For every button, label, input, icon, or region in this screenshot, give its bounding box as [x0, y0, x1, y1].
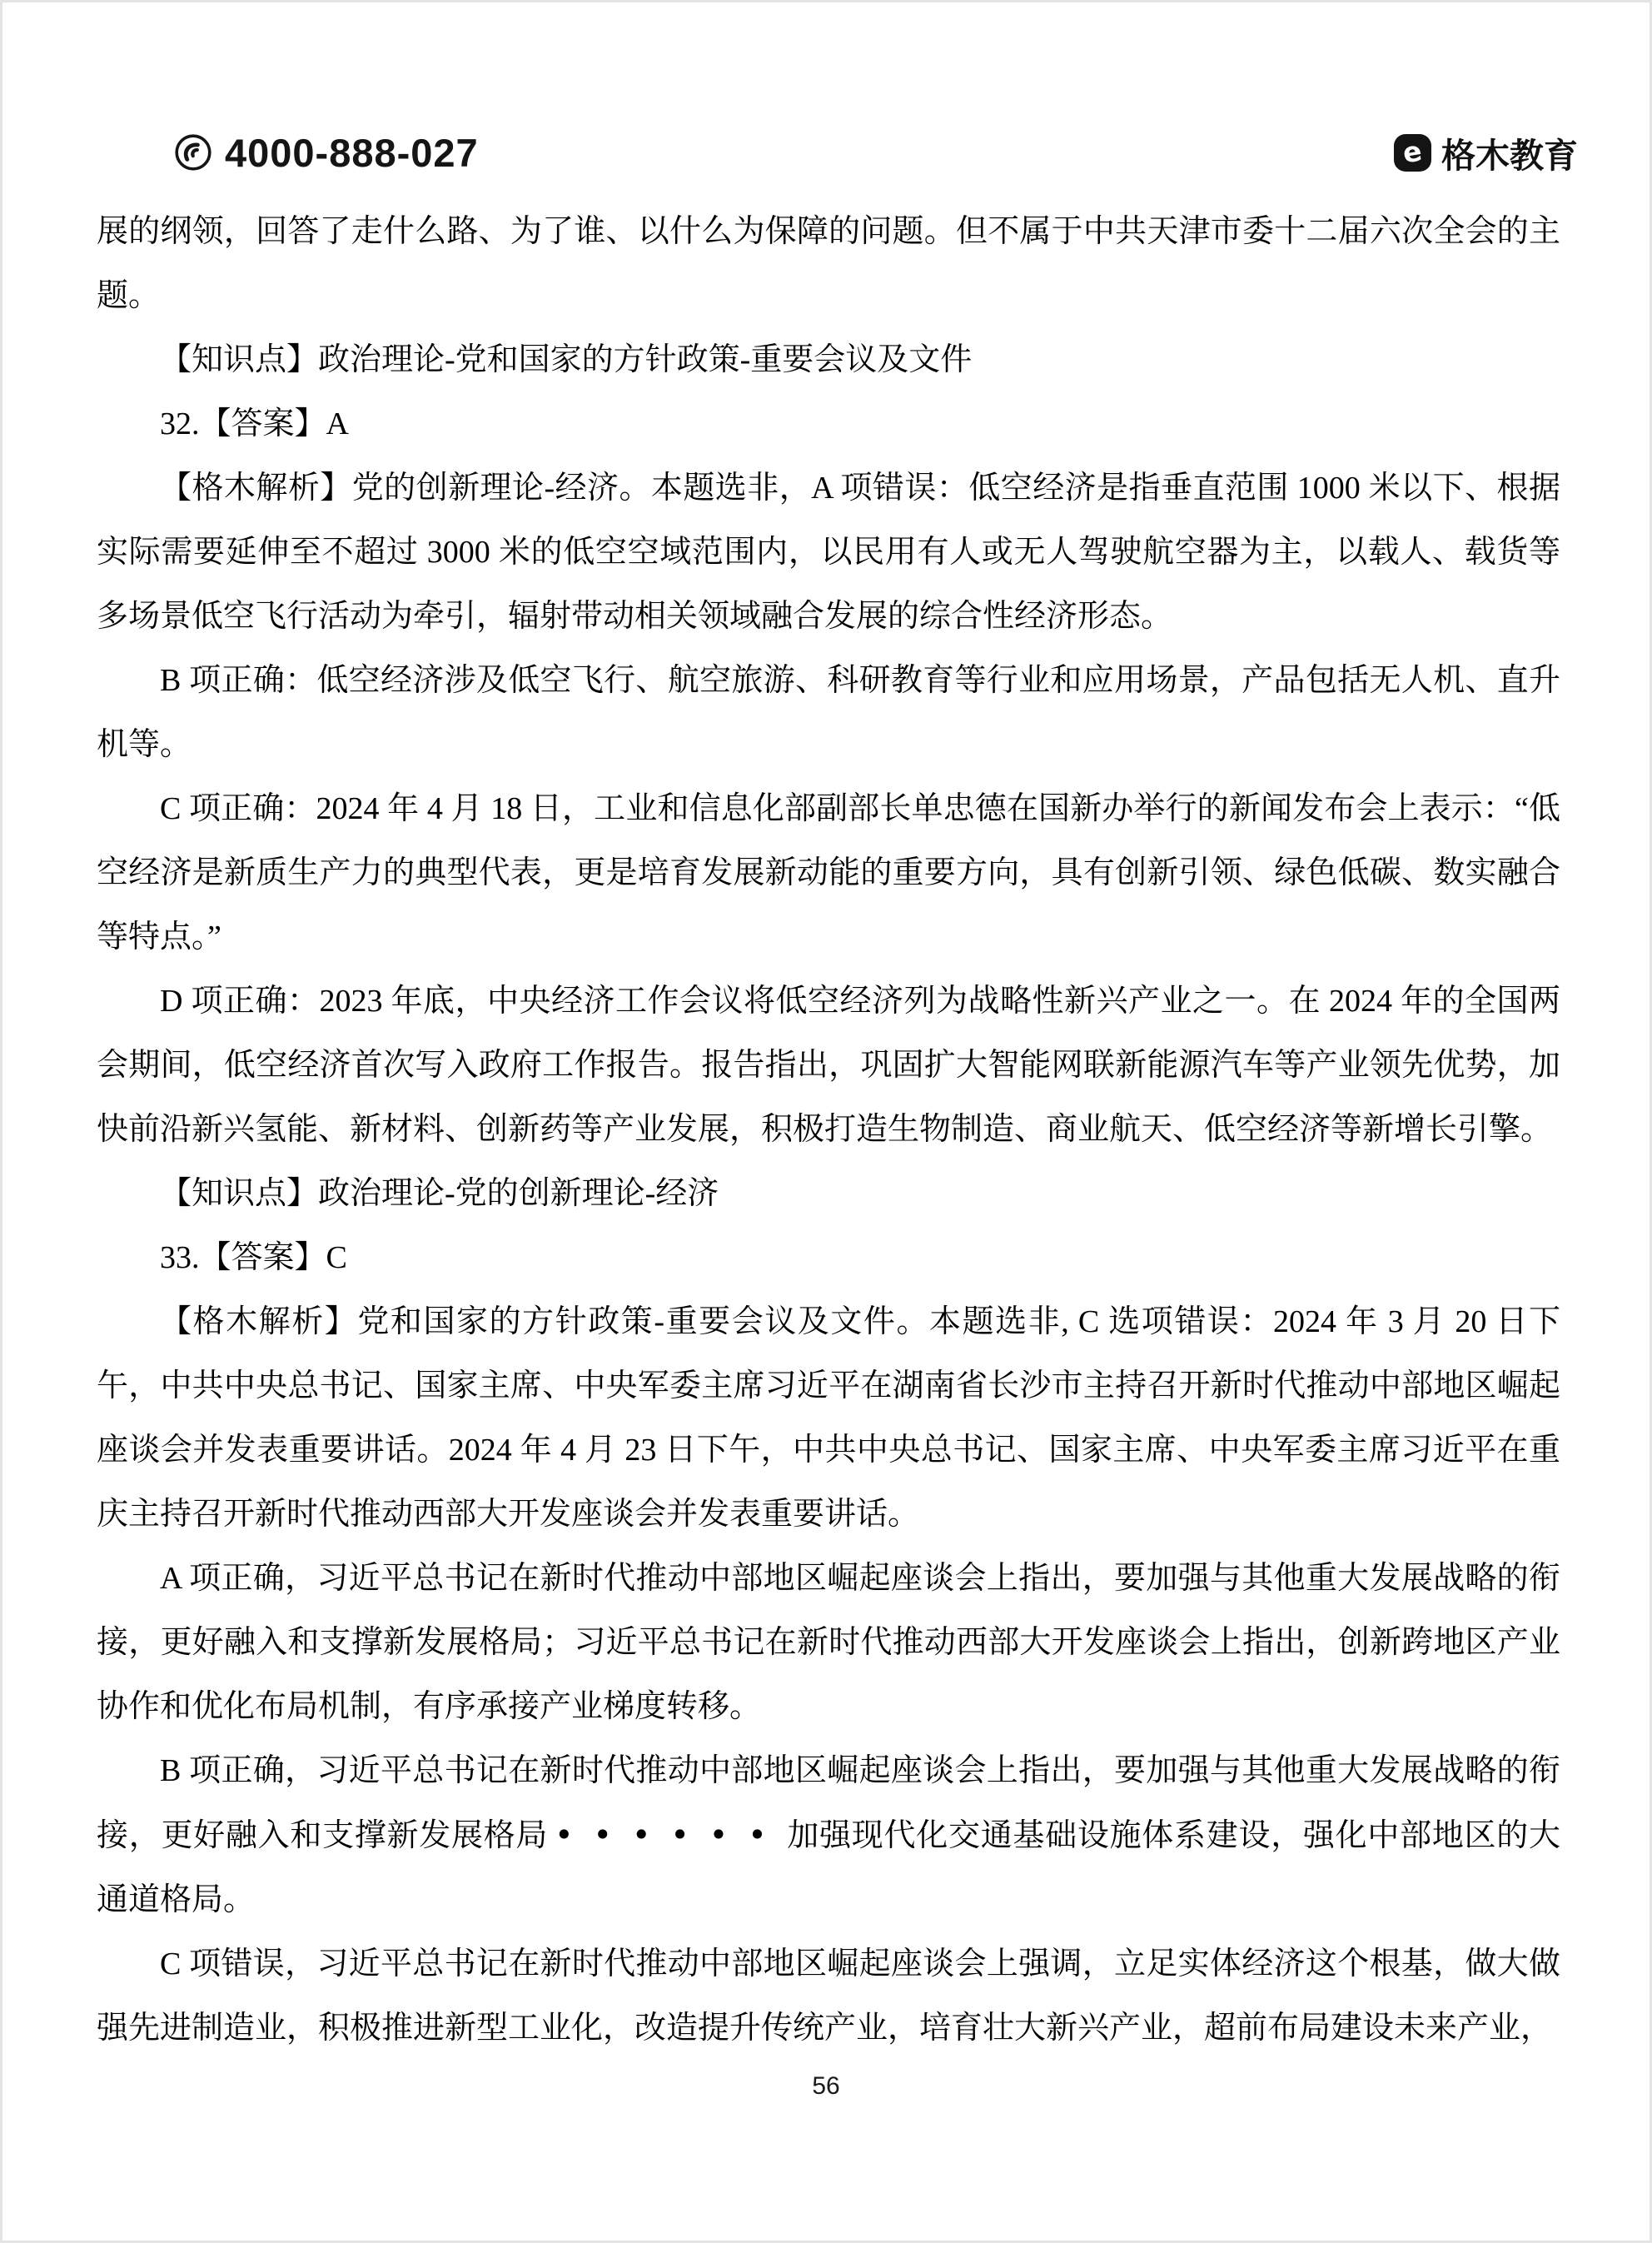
option-d-32: D 项正确：2023 年底，中央经济工作会议将低空经济列为战略性新兴产业之一。在 2024 年的全国两会期间，低空经济首次写入政府工作报告。报告指出，巩固扩大智能网联新能源汽车等产业领先优势，加快前沿新兴氢能、新材料、创新药等产业发展，积极打造生物制造、商业航天、低空经济等新增长引擎。 [97, 984, 1560, 1147]
phone-number: 4000-888-027 [225, 130, 479, 175]
page-number: 56 [812, 2072, 840, 2100]
option-b-33-text: B 项正确，习近平总书记在新时代推动中部地区崛起座谈会上指出，要加强与其他重大发展战略的衔接，更好融入和支撑新发展格局 [97, 1753, 1560, 1853]
option-c-33: C 项错误，习近平总书记在新时代推动中部地区崛起座谈会上强调，立足实体经济这个根基，做大做强先进制造业，积极推进新型工业化，改造提升传统产业，培育壮大新兴产业，超前布局建设未来产业， [97, 1946, 1560, 2046]
ellipsis-dots: •••••• [555, 1817, 787, 1853]
document-body [97, 200, 1560, 2061]
brand-name: 格木教育 [1441, 136, 1578, 175]
knowledge-point-31: 【知识点】政治理论-党和国家的方针政策-重要会议及文件 [160, 342, 973, 377]
option-b-33-text-cont: 加强现代化交通基础设施体系建设，强化中部地区的大通道格局。 [97, 1818, 1560, 1917]
knowledge-point-32: 【知识点】政治理论-党的创新理论-经济 [160, 1176, 719, 1211]
contact-phone [173, 130, 479, 176]
option-a-33: A 项正确，习近平总书记在新时代推动中部地区崛起座谈会上指出，要加强与其他重大发展战略的衔接，更好融入和支撑新发展格局；习近平总书记在新时代推动西部大开发座谈会上指出，创新跨地区产业协作和优化布局机制，有序承接产业梯度转移。 [97, 1561, 1560, 1724]
continuation-paragraph: 展的纲领，回答了走什么路、为了谁、以什么为保障的问题。但不属于中共天津市委十二届六次全会的主题。 [97, 214, 1560, 313]
page-footer [2, 2072, 1650, 2101]
option-b-32: B 项正确：低空经济涉及低空飞行、航空旅游、科研教育等行业和应用场景，产品包括无人机、直升机等。 [97, 663, 1560, 762]
analysis-32: 【格木解析】党的创新理论-经济。本题选非，A 项错误：低空经济是指垂直范围 1000 米以下、根据实际需要延伸至不超过 3000 米的低空空域范围内，以民用有人或无人驾驶航空器为主，以载人、载货等多场景低空飞行活动为牵引，辐射带动相关领域融合发展的综合性经济形态。 [97, 471, 1560, 634]
analysis-33: 【格木解析】党和国家的方针政策-重要会议及文件。本题选非, C 选项错误：2024 年 3 月 20 日下午，中共中央总书记、国家主席、中央军委主席习近平在湖南省长沙市主持召开新时代推动中部地区崛起座谈会并发表重要讲话。2024 年 4 月 23 日下午，中共中央总书记、国家主席、中央军委主席习近平在重庆主持召开新时代推动西部大开发座谈会并发表重要讲话。 [97, 1304, 1560, 1532]
phone-icon [173, 132, 213, 172]
answer-33: 33.【答案】C [160, 1240, 347, 1275]
brand-e-glyph: e [1400, 133, 1425, 170]
brand-logo [1394, 128, 1578, 177]
answer-32: 32.【答案】A [160, 406, 349, 441]
page-header [173, 112, 1578, 192]
option-b-33 [97, 1739, 1560, 1932]
option-c-32: C 项正确：2024 年 4 月 18 日，工业和信息化部副部长单忠德在国新办举行的新闻发布会上表示：“低空经济是新质生产力的典型代表，更是培育发展新动能的重要方向，具有创新引领、绿色低碳、数实融合等特点。” [97, 791, 1560, 955]
brand-logo-icon [1394, 134, 1431, 172]
